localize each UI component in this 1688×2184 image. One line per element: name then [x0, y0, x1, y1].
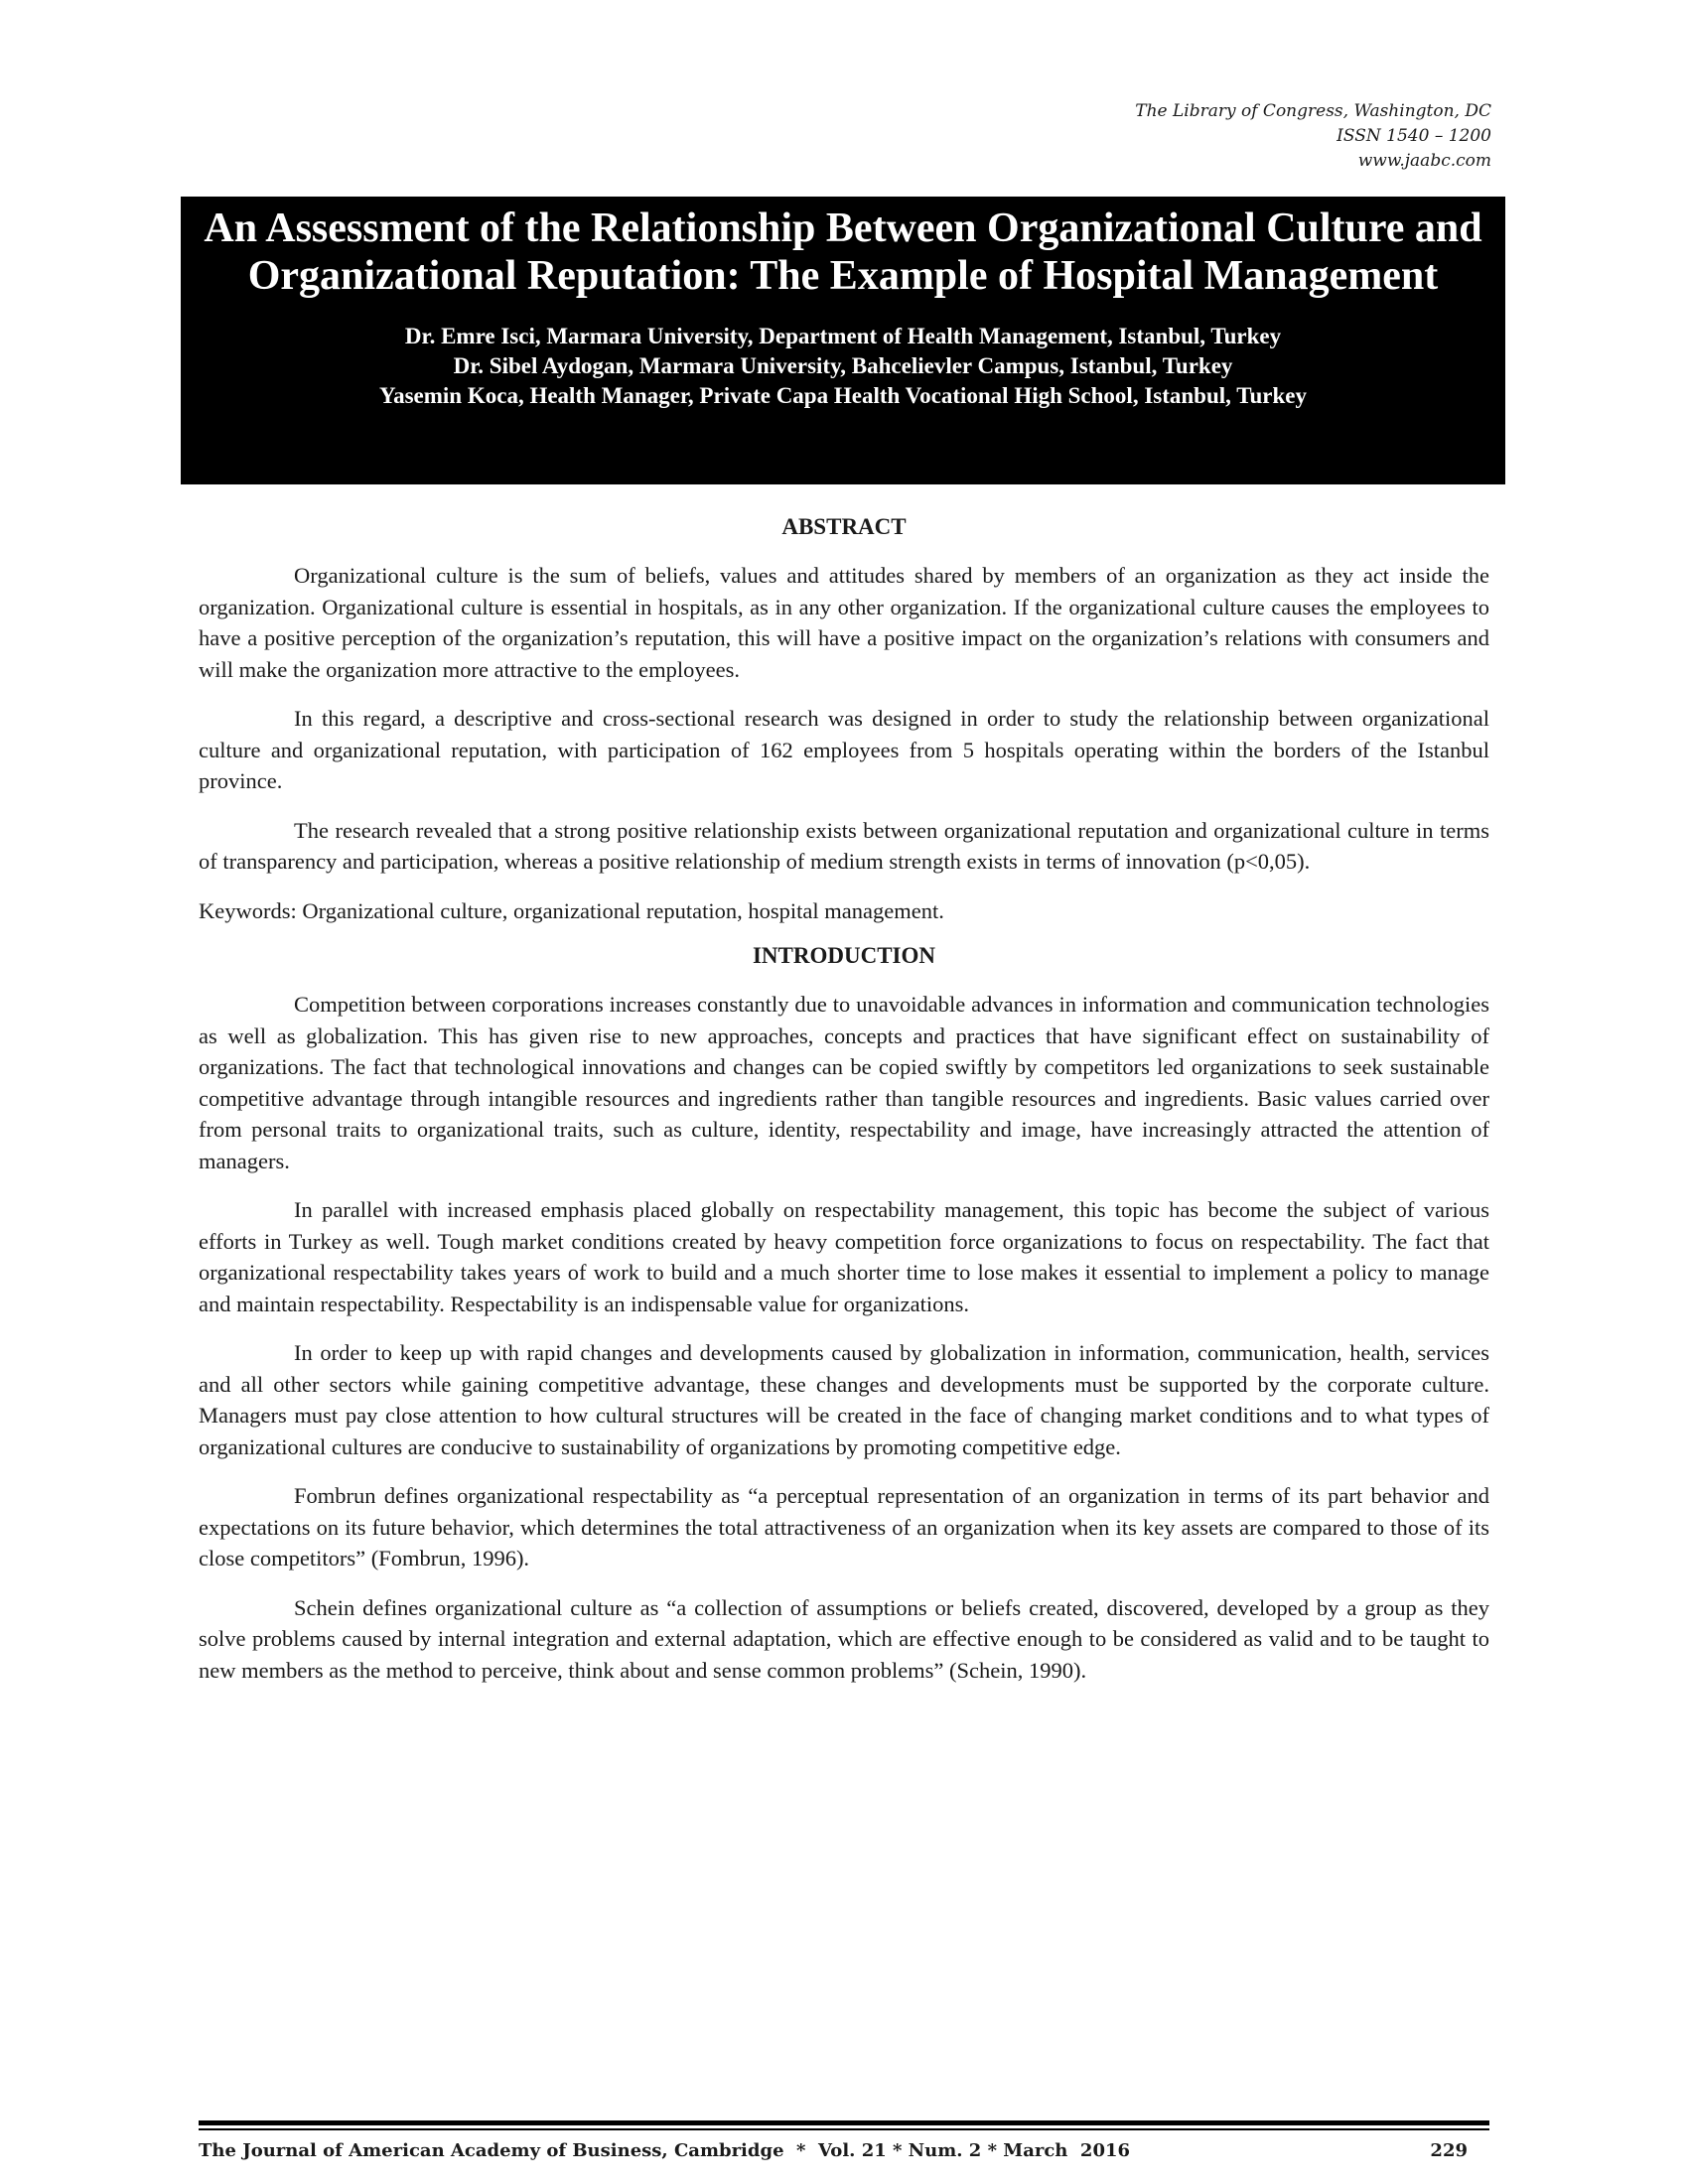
footer-rule-thin — [199, 2128, 1489, 2130]
abstract-paragraph-2: In this regard, a descriptive and cross-sectional research was designed in order to study the relationship between organizational culture and organizational reputation, with participation of 162 employees from 5 hospitals operating within the borders of the Istanbul province. — [199, 706, 1489, 793]
author-3: Yasemin Koca, Health Manager, Private Capa Health Vocational High School, Istanbul, Turkey — [379, 383, 1307, 408]
masthead-website: www.jaabc.com — [1357, 151, 1491, 171]
intro-paragraph-1: Competition between corporations increases constantly due to unavoidable advances in information and communication technologies as well as globalization. This has given rise to new approaches, concepts and practices that have significant effect on sustainability of organizations. The fact that technological innovations and changes can be copied swiftly by competitors led organizations to seek sustainable competitive advantage through intangible resources and ingredients rather than tangible resources and ingredients. Basic values carried over from personal traits to organizational traits, such as culture, identity, respectability and image, have increasingly attracted the attention of managers. — [199, 992, 1489, 1173]
paper-title: An Assessment of the Relationship Between Organizational Culture and Organizational Reputation: The Example of Hospital Management — [204, 205, 1482, 299]
abstract-paragraph-3: The research revealed that a strong positive relationship exists between organizational reputation and organizational culture in terms of transparency and participation, whereas a positive relationship of medium strength exists in terms of innovation (p<0,05). — [199, 817, 1489, 874]
introduction-heading: INTRODUCTION — [752, 943, 936, 968]
intro-paragraph-5: Schein defines organizational culture as “a collection of assumptions or beliefs created, discovered, developed by a group as they solve problems caused by internal integration and external adaptation, which are effective enough to be considered as valid and to be taught to new members as the method to perceive, think about and sense common problems” (Schein, 1990). — [199, 1594, 1489, 1683]
intro-paragraph-3: In order to keep up with rapid changes and developments caused by globalization in information, communication, health, services and all other sectors while gaining competitive advantage, these changes and developments must be supported by the corporate culture. Managers must pay close attention to how cultural structures will be created in the face of changing market conditions and to what types of organizational cultures are conducive to sustainability of organizations by promoting competitive edge. — [199, 1340, 1489, 1459]
masthead-issn: ISSN 1540 – 1200 — [1336, 126, 1491, 146]
keywords: Keywords: Organizational culture, organizational reputation, hospital management. — [199, 897, 944, 923]
abstract-paragraph-1: Organizational culture is the sum of beliefs, values and attitudes shared by members of an organization as they act inside the organization. Organizational culture is essential in hospitals, as in any other organization. If the organizational culture causes the employees to have a positive perception of the organization’s reputation, this will have a positive impact on the organization’s relations with consumers and will make the organization more attractive to the employees. — [199, 563, 1489, 682]
author-1: Dr. Emre Isci, Marmara University, Department of Health Management, Istanbul, Turkey — [404, 324, 1282, 348]
author-list — [181, 322, 1505, 411]
intro-paragraph-2: In parallel with increased emphasis placed globally on respectability management, this topic has become the subject of various efforts in Turkey as well. Tough market conditions created by heavy competition force organizations to focus on respectability. The fact that organizational respectability takes years of work to build and a much shorter time to lose makes it essential to implement a policy to manage and maintain respectability. Respectability is an indispensable value for organizations. — [199, 1197, 1489, 1316]
article-body — [199, 511, 1489, 1686]
page-footer — [199, 2120, 1489, 2161]
intro-paragraph-4: Fombrun defines organizational respectability as “a perceptual representation of an organization in terms of its part behavior and expectations on its future behavior, which determines the total attractiveness of an organization when its key assets are compared to those of its close competitors” (Fombrun, 1996). — [199, 1483, 1489, 1570]
abstract-heading: ABSTRACT — [781, 514, 907, 539]
page-number: 229 — [1430, 2139, 1468, 2161]
journal-citation: The Journal of American Academy of Business, Cambridge * Vol. 21 * Num. 2 * March 2016 — [199, 2139, 1131, 2161]
masthead-library: The Library of Congress, Washington, DC — [1135, 101, 1491, 121]
footer-rule — [199, 2120, 1489, 2125]
author-2: Dr. Sibel Aydogan, Marmara University, Bahcelievler Campus, Istanbul, Turkey — [453, 353, 1233, 378]
masthead — [1135, 99, 1491, 174]
title-block — [181, 197, 1505, 484]
footer-text — [199, 2140, 1489, 2161]
